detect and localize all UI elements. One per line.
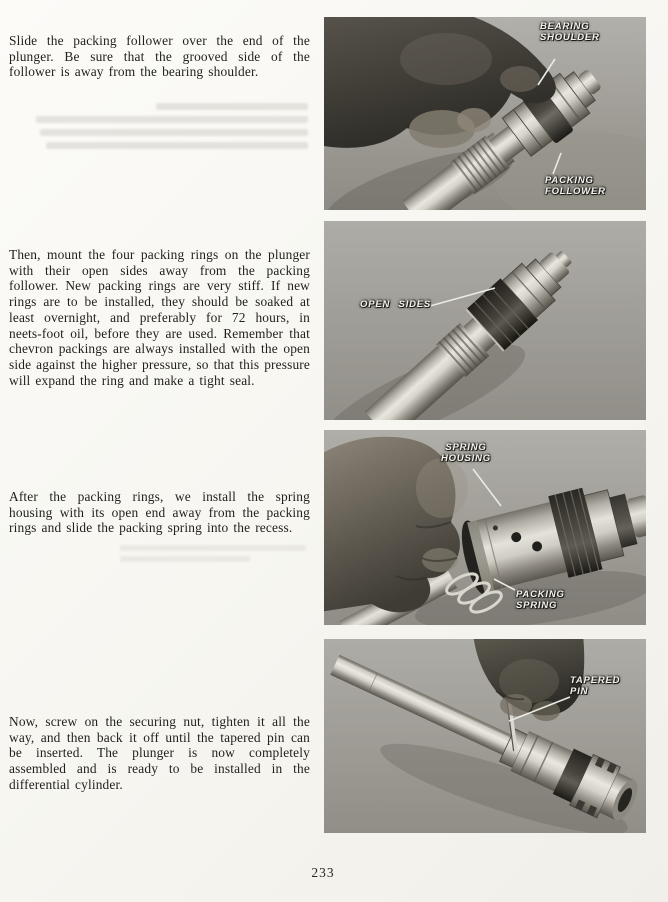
paragraph-packing-follower: Slide the packing follower over the end of the plunger. Be sure that the grooved side of the follower is away from the bearing shoulder. xyxy=(9,33,310,80)
label-line: PIN xyxy=(570,686,589,697)
photo-illustration-tapered-pin xyxy=(324,639,646,833)
paragraph-spring-housing: After the packing rings, we install the spring housing with its open end away from the packing rings and slide the packing spring into the recess. xyxy=(9,489,310,536)
label-line: BEARING xyxy=(540,21,590,32)
label-packing-follower xyxy=(545,175,606,197)
figure-open-sides xyxy=(324,221,646,420)
bleed-through-line xyxy=(120,556,250,562)
bleed-through-line xyxy=(40,129,308,136)
paragraph-packing-rings: Then, mount the four packing rings on the plunger with their open sides away from the packing follower. New packing rings are very stiff. If new rings are to be installed, they should be soaked at least overnight, and preferably for 72 hours, in neets-foot oil, before they are used. Remember that chevron packings are always installed with the open side against the higher pressure, so that this pressure will expand the ring and make a tight seal. xyxy=(9,247,311,388)
label-line: FOLLOWER xyxy=(545,186,606,197)
label-line: PACKING xyxy=(545,175,594,186)
bleed-through-line xyxy=(156,103,308,110)
label-spring-housing xyxy=(441,442,491,464)
label-line: HOUSING xyxy=(441,453,491,464)
label-line: SPRING xyxy=(445,442,487,453)
label-line: TAPERED xyxy=(570,675,621,686)
bleed-through-line xyxy=(46,142,308,149)
paragraph-securing-nut: Now, screw on the securing nut, tighten it all the way, and then back it off until the tapered pin can be inserted. The plunger is now completely assembled and is ready to be installed in the differential cylinder. xyxy=(9,714,310,792)
label-packing-spring xyxy=(516,589,565,611)
label-line: SPRING xyxy=(516,600,558,611)
figure-spring-housing xyxy=(324,430,646,625)
label-tapered-pin xyxy=(570,675,620,697)
label-line: PACKING xyxy=(516,589,565,600)
bleed-through-text xyxy=(12,97,308,155)
figure-tapered-pin xyxy=(324,639,646,833)
figure-packing-follower xyxy=(324,17,646,210)
page-number: 233 xyxy=(311,865,335,880)
photo-illustration-packing-rings xyxy=(324,221,646,420)
bleed-through-line xyxy=(36,116,308,123)
label-bearing-shoulder xyxy=(540,21,600,43)
bleed-through-text-2 xyxy=(120,540,306,567)
label-line: SHOULDER xyxy=(540,32,600,43)
bleed-through-line xyxy=(120,545,306,551)
label-line: OPEN SIDES xyxy=(360,299,432,310)
label-open-sides xyxy=(360,299,431,310)
